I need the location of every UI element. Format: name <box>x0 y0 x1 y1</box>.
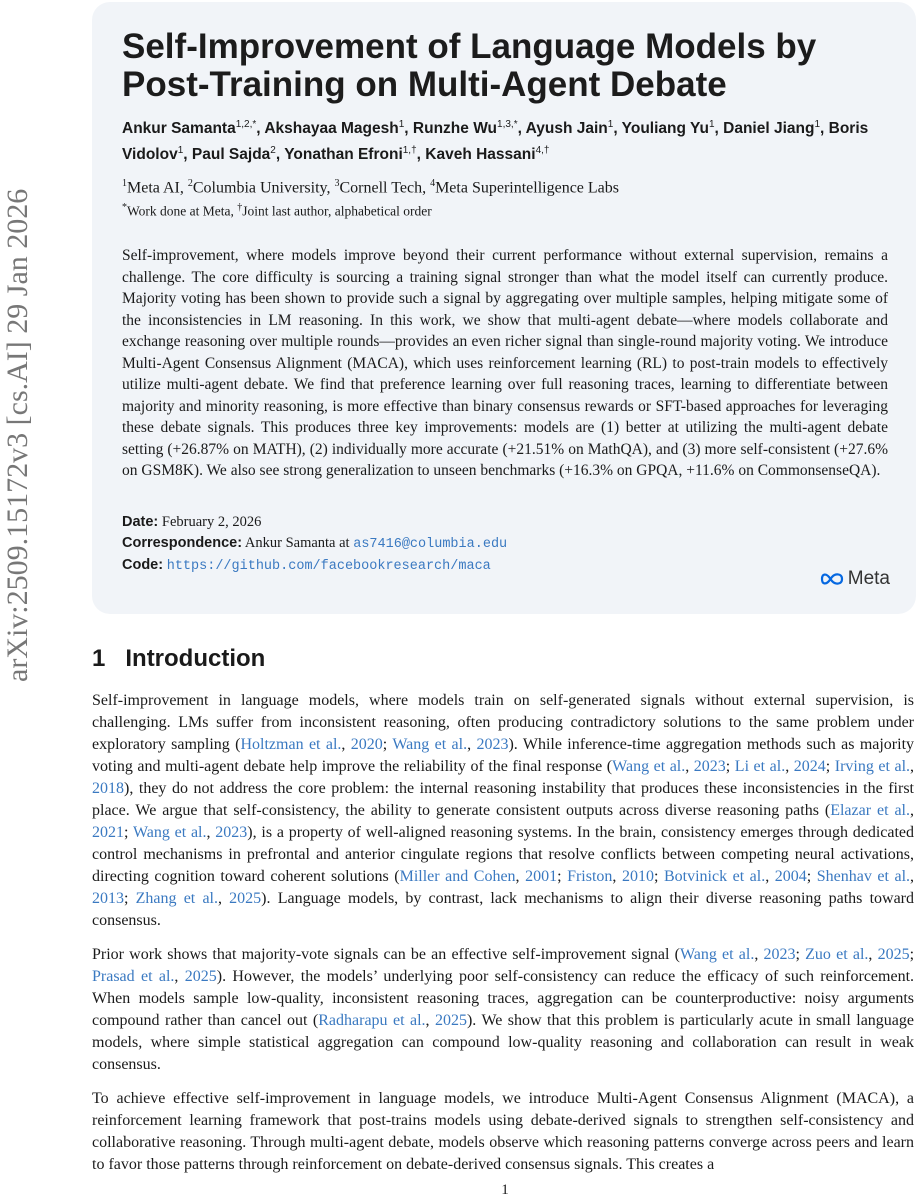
citation-link[interactable]: Botvinick et al. <box>663 868 766 885</box>
citation-link[interactable]: Wang et al. <box>392 736 468 753</box>
author-superscript: 2 <box>270 145 276 157</box>
code-line: Code: https://github.com/facebookresearch/maca <box>122 556 491 574</box>
citation-link[interactable]: Wang et al. <box>132 824 207 841</box>
citation-link[interactable]: Zhang et al. <box>135 890 218 907</box>
affiliation-superscript: 1 <box>122 178 127 190</box>
paragraph: Self-improvement in language models, where models train on self-generated signals without external supervision, is challenging. LMs suffer from inconsistent reasoning, often producing contradictory solutions to the same problem under exploratory sampling (Holtzman et al., 2020; Wang et al., 2023). While inference-time aggregation methods such as majority voting and multi-agent debate help improve the reliability of the final response (Wang et al., 2023; Li et al., 2024; Irving et al., 2018), they do not address the core problem: the internal reasoning instability that produces these inconsistencies in the first place. We argue that self-consistency, the ability to generate consistent outputs across diverse reasoning paths (Elazar et al., 2021; Wang et al., 2023), is a property of well-aligned reasoning systems. In the brain, consistency emerges through dedicated control mechanisms in prefrontal and anterior cingulate regions that resolve conflicts between competing neural activations, directing cognition toward coherent solutions (Miller and Cohen, 2001; Friston, 2010; Botvinick et al., 2004; Shenhav et al., 2013; Zhang et al., 2025). Language models, by contrast, lack mechanisms to align their diverse reasoning paths toward consensus. <box>92 692 915 929</box>
citation-link[interactable]: Holtzman et al. <box>240 736 342 753</box>
citation-link[interactable]: Radharapu et al. <box>318 1012 426 1029</box>
author-list: Ankur Samanta$^{1,2,*}$, Akshayaa Magesh$^1$, Runzhe $Wu^{1,3,*}$, Ayush Jain$^1$, Youliang Yu$^1$, Daniel Jiang$^1$, Boris Vidolov$^1$, Paul Sajda$^2$, Yonathan Efroni$^{1,\dagger}$, Kaveh Hassani$^{4,\dagger}$ <box>122 119 869 164</box>
paper-metadata <box>122 512 892 577</box>
author-name: Ankur Samanta <box>122 120 236 138</box>
author-name: Kaveh Hassani <box>425 146 536 164</box>
citation-link[interactable]: 2013 <box>92 890 124 907</box>
citation-link[interactable]: 2024 <box>793 758 826 775</box>
citation-link[interactable]: 2010 <box>621 868 654 885</box>
author-superscript: 1,3,* <box>497 119 518 130</box>
citation-link[interactable]: 2023 <box>763 946 796 963</box>
citation-link[interactable]: 2023 <box>476 736 509 753</box>
citation-link[interactable]: Zuo et al. <box>805 946 869 963</box>
citation-link[interactable]: 2025 <box>229 890 262 907</box>
arxiv-identifier: arXiv:2509.15172v3 [cs.AI] 29 Jan 2026 <box>1 188 34 682</box>
note-text: Work done at Meta <box>127 203 231 219</box>
date-line: Date: February 2, 2026 <box>122 513 262 530</box>
affiliation-superscript: 2 <box>187 178 193 190</box>
citation-link[interactable]: 2021 <box>92 824 124 841</box>
title-block <box>92 2 916 614</box>
affiliation-name: Meta AI <box>127 179 180 197</box>
note-superscript: † <box>237 201 243 213</box>
citation-link[interactable]: Wang et al. <box>612 758 686 775</box>
affiliation-superscript: 3 <box>334 178 340 190</box>
citation-link[interactable]: Li et al. <box>734 758 786 775</box>
author-superscript: 1,2,* <box>235 119 257 130</box>
citation-link[interactable]: Friston <box>567 868 613 885</box>
author-notes: *Work done at Meta, †Joint last author, alphabetical order <box>122 201 432 219</box>
meta-logo-text: Meta <box>847 568 890 589</box>
citation-link[interactable]: Elazar et al. <box>830 802 910 819</box>
citation-link[interactable]: Prasad et al. <box>92 968 175 985</box>
date-value: February 2, 2026 <box>161 513 262 530</box>
citation-link[interactable]: 2023 <box>215 824 248 841</box>
citation-link[interactable]: Irving et al. <box>834 758 911 775</box>
author-superscript: 1 <box>708 119 715 130</box>
citation-link[interactable]: 2018 <box>92 780 124 797</box>
note-text: Joint last author, alphabetical order <box>242 203 432 219</box>
author-superscript: 1 <box>398 119 405 130</box>
citation-link[interactable]: 2004 <box>774 868 807 885</box>
author-superscript: 1 <box>177 145 184 157</box>
section-heading: 1 Introduction <box>92 645 266 672</box>
citation-link[interactable]: 2020 <box>350 736 383 753</box>
author-name: Akshayaa Magesh <box>264 120 399 138</box>
email-link[interactable]: as7416@columbia.edu <box>353 536 508 552</box>
abstract: Self-improvement, where models improve beyond their current performance without external supervision, remains a challenge. The core difficulty is sourcing a training signal stronger than what the model itself can currently produce. Majority voting has been shown to provide such a signal by aggregating over multiple samples, helping mitigate some of the inconsistencies in LM reasoning. In this work, we show that multi-agent debate—where models collaborate and exchange reasoning over multiple rounds—provides an even richer signal than single-round majority voting. We introduce Multi-Agent Consensus Alignment (MACA), which uses reinforcement learning (RL) to post-train models to effectively utilize multi-agent debate. We find that preference learning over full reasoning traces, learning to differentiate between majority and minority reasoning, is more effective than binary consensus rewards or SFT-based approaches for leveraging these debate signals. This produces three key improvements: models are (1) better at utilizing the multi-agent debate setting (+26.87% on MATH), (2) individually more accurate (+21.51% on MathQA), and (3) more self-consistent (+27.6% on GSM8K). We also see strong generalization to unseen benchmarks (+16.3% on GPQA, +11.6% on CommonsenseQA). <box>122 247 888 480</box>
citation-link[interactable]: 2025 <box>877 946 910 963</box>
meta-infinity-icon <box>820 572 844 586</box>
body-text <box>92 690 914 1188</box>
note-superscript: * <box>122 201 127 213</box>
citation-link[interactable]: Wang et al. <box>679 946 755 963</box>
affiliation-superscript: 4 <box>430 178 436 190</box>
author-superscript: 1,† <box>402 145 417 157</box>
code-link[interactable]: https://github.com/facebookresearch/maca <box>166 558 491 574</box>
citation-link[interactable]: Miller and Cohen <box>399 868 516 885</box>
meta-logo <box>820 568 890 590</box>
affiliation-name: Cornell Tech <box>339 179 423 197</box>
author-superscript: 1 <box>607 119 614 130</box>
author-name: Youliang Yu <box>621 120 709 138</box>
affiliation-name: Columbia University <box>192 179 327 197</box>
affiliation-name: Meta Superintelligence Labs <box>435 179 619 197</box>
author-name: Daniel Jiang <box>723 120 815 138</box>
author-superscript: 1 <box>814 119 821 130</box>
citation-link[interactable]: 2023 <box>693 758 726 775</box>
paragraph: To achieve effective self-improvement in language models, we introduce Multi-Agent Consensus Alignment (MACA), a reinforcement learning framework that post-trains models using debate-derived signals to strengthen self-consistency and collaborative reasoning. Through multi-agent debate, models observe which reasoning patterns converge across peers and learn to favor those patterns through reinforcement on debate-derived consensus signals. This creates a <box>92 1090 914 1173</box>
affiliations: $^1$Meta AI, $^2$Columbia University, $^3$Cornell Tech, $^4$Meta Superintelligence Labs <box>122 178 619 197</box>
citation-link[interactable]: 2025 <box>434 1012 467 1029</box>
author-name: Ayush Jain <box>525 120 608 138</box>
citation-link[interactable]: 2025 <box>184 968 217 985</box>
author-name: Runzhe Wu <box>412 120 498 138</box>
author-name: Boris Vidolov <box>122 120 869 164</box>
author-name: Yonathan Efroni <box>284 146 403 164</box>
paper-title: Self-Improvement of Language Models by Post-Training on Multi-Agent Debate <box>122 27 817 104</box>
citation-link[interactable]: Shenhav et al. <box>816 868 911 885</box>
paragraph: Prior work shows that majority-vote signals can be an effective self-improvement signal (Wang et al., 2023; Zuo et al., 2025; Prasad et al., 2025). However, the models’ underlying poor self-consistency can reduce the efficacy of such reinforcement. When models sample low-quality, inconsistent reasoning traces, aggregation can be counterproductive: noisy arguments compound rather than cancel out (Radharapu et al., 2025). We show that this problem is particularly acute in small language models, where simple statistical aggregation can compound low-quality reasoning and collaboration can result in weak consensus. <box>92 946 915 1073</box>
author-name: Paul Sajda <box>191 146 271 164</box>
correspondence-line: Correspondence: Ankur Samanta at as7416@columbia.edu <box>122 534 508 552</box>
author-superscript: 4,† <box>535 145 550 157</box>
page-number: 1 <box>501 1182 509 1198</box>
citation-link[interactable]: 2001 <box>525 868 558 885</box>
